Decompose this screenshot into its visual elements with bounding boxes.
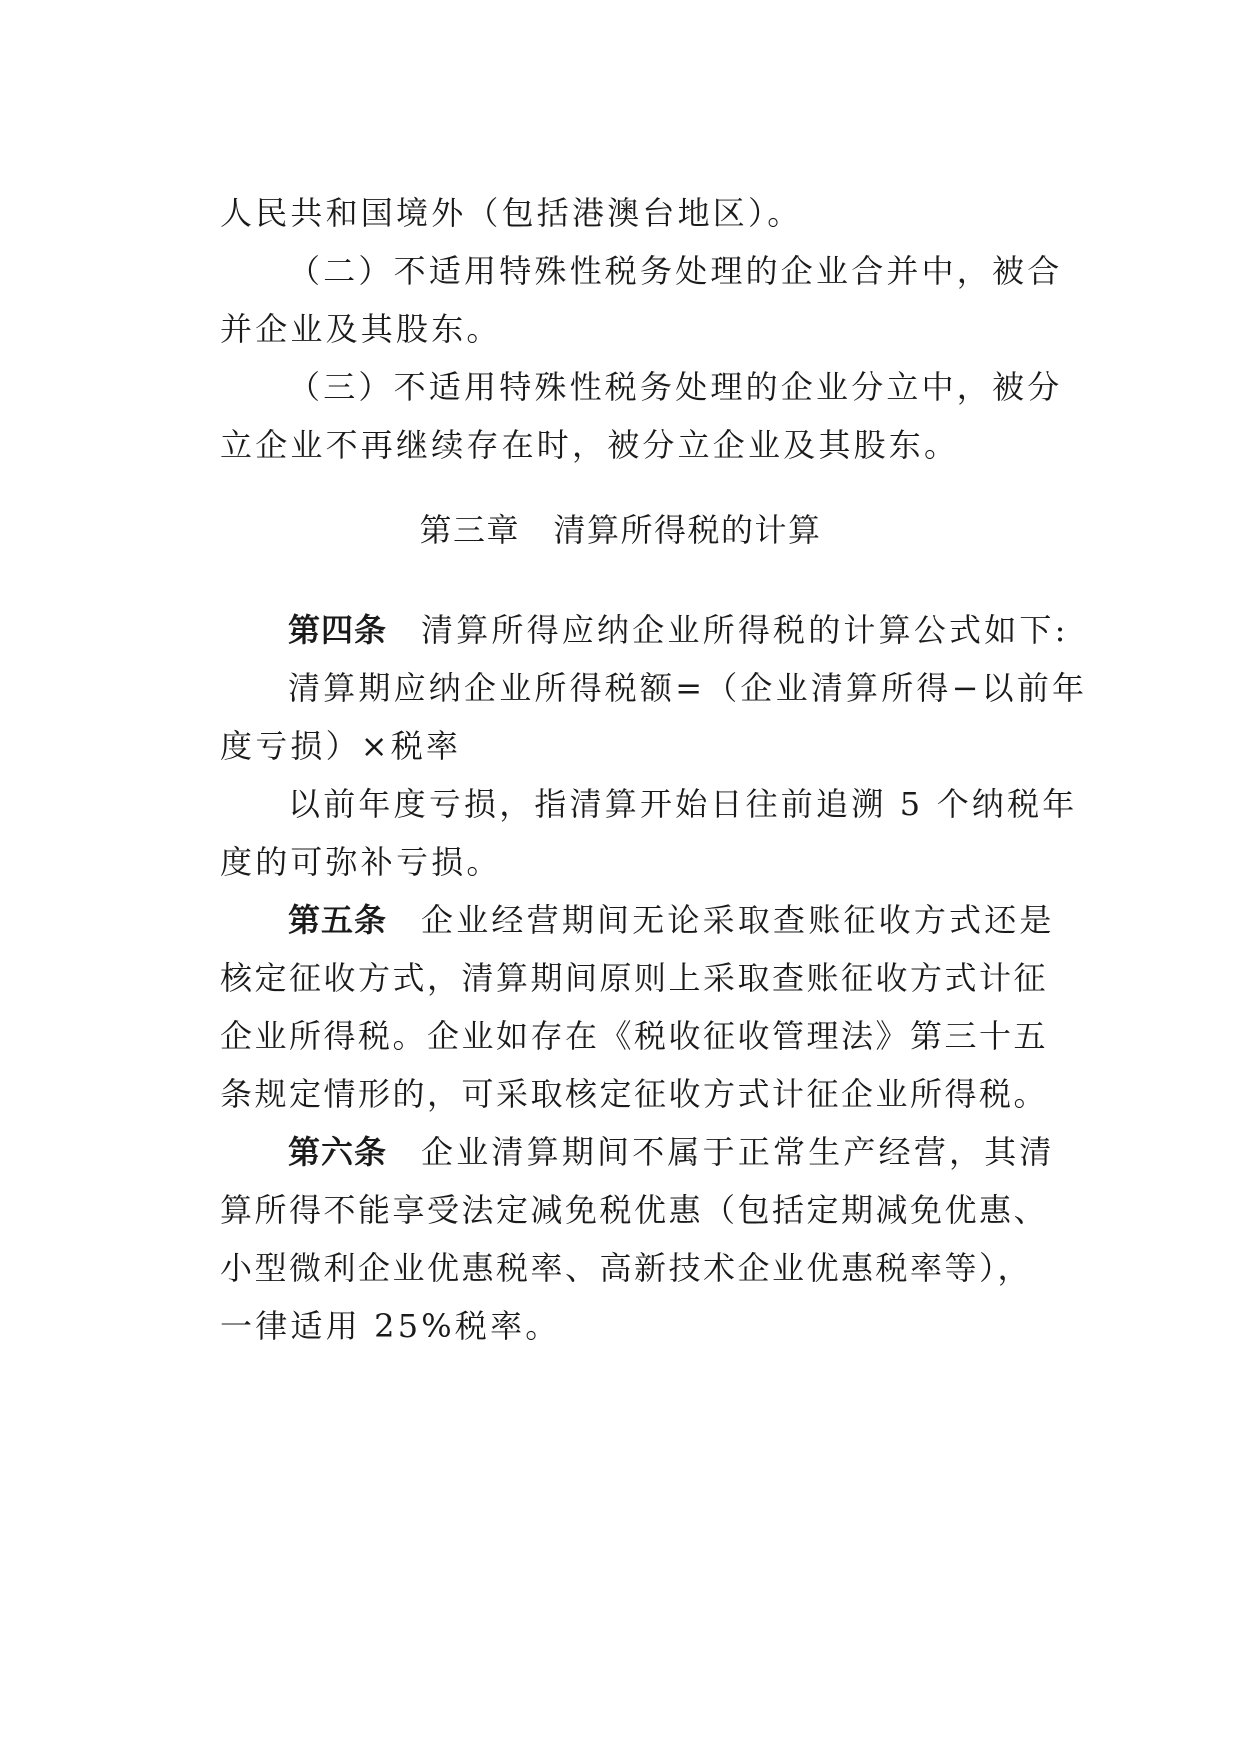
article-label: 第六条 — [288, 1133, 388, 1171]
article-label: 第五条 — [288, 901, 388, 939]
article-6-line — [288, 1127, 1055, 1177]
article-4-line — [288, 605, 1069, 655]
paragraph-line: 条规定情形的，可采取核定征收方式计征企业所得税。 — [220, 1075, 1049, 1113]
paragraph-line: 立企业不再继续存在时，被分立企业及其股东。 — [220, 426, 960, 464]
paragraph-line: 人民共和国境外（包括港澳台地区）。 — [220, 194, 803, 232]
article-text: 企业清算期间不属于正常生产经营，其清 — [421, 1133, 1055, 1171]
paragraph-line: 核定征收方式，清算期间原则上采取查账征收方式计征 — [220, 959, 1049, 997]
paragraph-line: 一律适用 25%税率。 — [220, 1307, 561, 1345]
formula-line: 清算期应纳企业所得税额=（企业清算所得−以前年 — [288, 669, 1088, 707]
paragraph-line: 并企业及其股东。 — [220, 310, 502, 348]
paragraph-line: （二）不适用特殊性税务处理的企业合并中，被合 — [288, 252, 1063, 290]
paragraph-line: 算所得不能享受法定减免税优惠（包括定期减免优惠、 — [220, 1191, 1049, 1229]
paragraph-line: （三）不适用特殊性税务处理的企业分立中，被分 — [288, 368, 1063, 406]
paragraph-line: 度的可弥补亏损。 — [220, 843, 502, 881]
chapter-title: 第三章 清算所得税的计算 — [419, 511, 822, 549]
paragraph-line: 企业所得税。企业如存在《税收征收管理法》第三十五 — [220, 1017, 1049, 1055]
paragraph-line: 以前年度亏损，指清算开始日往前追溯 5 个纳税年 — [288, 785, 1078, 823]
article-label: 第四条 — [288, 611, 388, 649]
article-text: 清算所得应纳企业所得税的计算公式如下: — [421, 611, 1069, 649]
article-5-line — [288, 895, 1055, 945]
formula-line: 度亏损）×税率 — [220, 727, 462, 765]
article-text: 企业经营期间无论采取查账征收方式还是 — [421, 901, 1055, 939]
paragraph-line: 小型微利企业优惠税率、高新技术企业优惠税率等）， — [220, 1249, 1033, 1287]
